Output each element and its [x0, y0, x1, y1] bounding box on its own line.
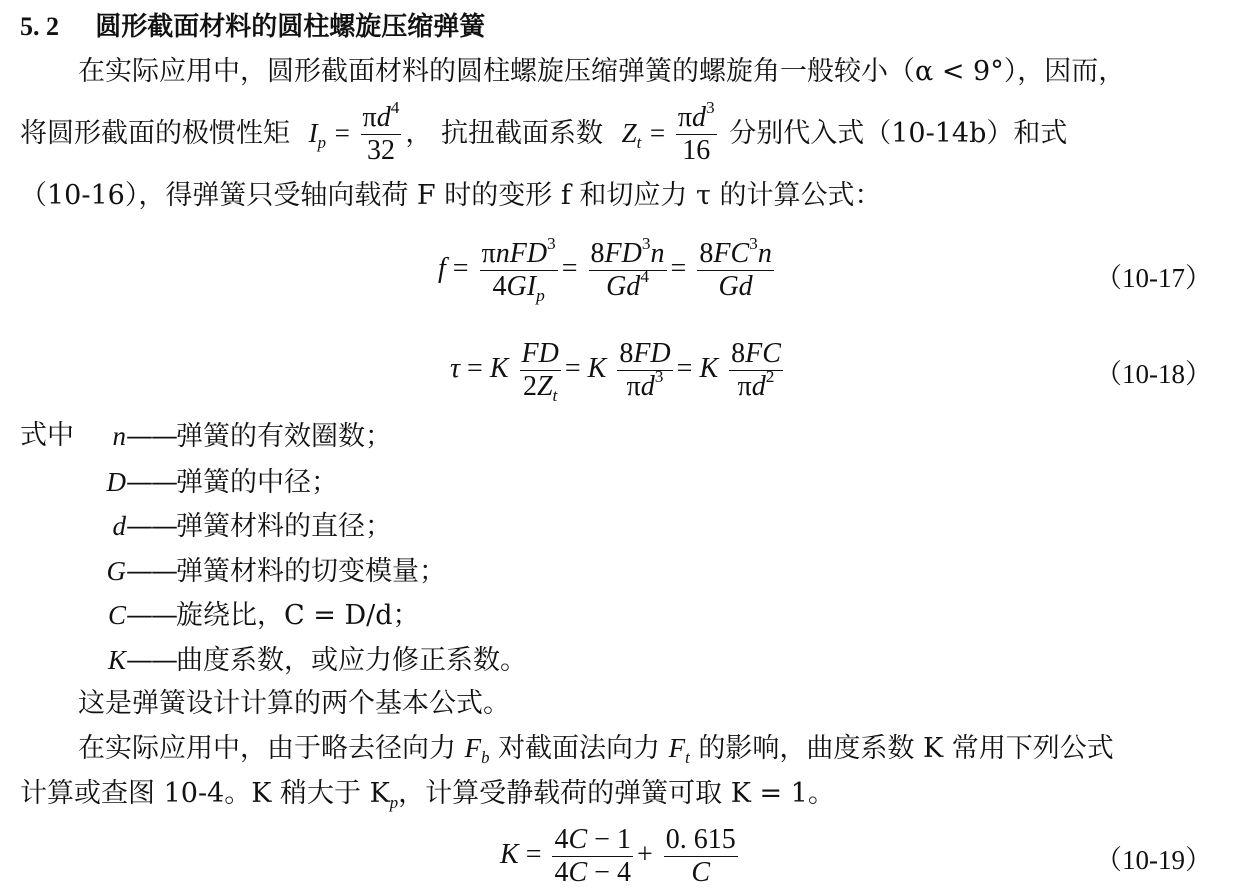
equation-10-17: f = $\frac{\pi nFD^3}{4GI_p}$ = $\frac{8FD^3n}{Gd^4}$ = $\frac{8FC^3n}{Gd}$ [438, 233, 772, 306]
section-heading [20, 6, 485, 43]
definition-item: d——弹簧材料的直径； [112, 511, 392, 542]
definitions-prefix: 式中 [20, 420, 74, 451]
definition-item: D——弹簧的中径； [106, 467, 338, 498]
para1-line3: （10-16），得弹簧只受轴向载荷 F 时的变形 f 和切应力 τ 的计算公式： [20, 180, 882, 211]
equation-number-10-18: （10-18） [1095, 359, 1212, 389]
equation-10-19: K = $\frac{4C - 1}{4C - 4}$ + $\frac{0. 615}{C}$ [500, 824, 736, 889]
para1-line2-c: 分别代入式（10-14b）和式 [729, 118, 1068, 150]
symbol-Fb: $F_b$ [464, 733, 490, 767]
symbol-Ip: $I_p$ [308, 118, 326, 153]
definition-item: G——弹簧材料的切变模量； [106, 556, 446, 587]
definition-item: C——旋绕比，C = D/d； [107, 600, 420, 631]
para1-line1: 在实际应用中，圆形截面材料的圆柱螺旋压缩弹簧的螺旋角一般较小（α < 9°），因而， [78, 56, 1126, 87]
equation-number-10-19: （10-19） [1095, 845, 1212, 875]
section-title: 圆形截面材料的圆柱螺旋压缩弹簧 [95, 12, 486, 42]
para2: 这是弹簧设计计算的两个基本公式。 [78, 688, 510, 719]
definition-item: n——弹簧的有效圈数； [112, 421, 392, 452]
para3-line2: 计算或查图 10-4。K 稍大于 $K_p$，计算受静载荷的弹簧可取 K = 1。 [20, 778, 835, 812]
para1-line2-a: 将圆形截面的极惯性矩 [20, 118, 290, 150]
para3-line1: 在实际应用中，由于略去径向力 $F_b$ 对截面法向力 $F_t$ 的影响，曲度系数 K 常用下列公式 [78, 733, 1114, 767]
equation-10-18: τ = K $\frac{FD}{2Z_t}$ = K $\frac{8FD}{\pi d^3}$ = K $\frac{8FC}{\pi d^2}$ [450, 338, 781, 406]
section-number: 5. 2 [20, 12, 59, 41]
para1-line2: 将圆形截面的极惯性矩 $I_p$ = $\frac{\pi d^4}{32}$ ， 抗扭截面系数 $Z_t$ = $\frac{\pi d^3}{16}$ 分别代入式（10-14b）和式 [20, 97, 1068, 167]
symbol-Zt: $Z_t$ [621, 118, 642, 153]
fraction-pi-d3-over-16: $\frac{\pi d^3}{16}$ [677, 97, 715, 167]
para1-line2-b: 抗扭截面系数 [440, 118, 603, 150]
symbol-Ft: $F_t$ [668, 733, 690, 767]
fraction-pi-d4-over-32: $\frac{\pi d^4}{32}$ [362, 97, 400, 167]
equation-number-10-17: （10-17） [1095, 263, 1212, 293]
definition-item: K——曲度系数，或应力修正系数。 [107, 645, 527, 676]
